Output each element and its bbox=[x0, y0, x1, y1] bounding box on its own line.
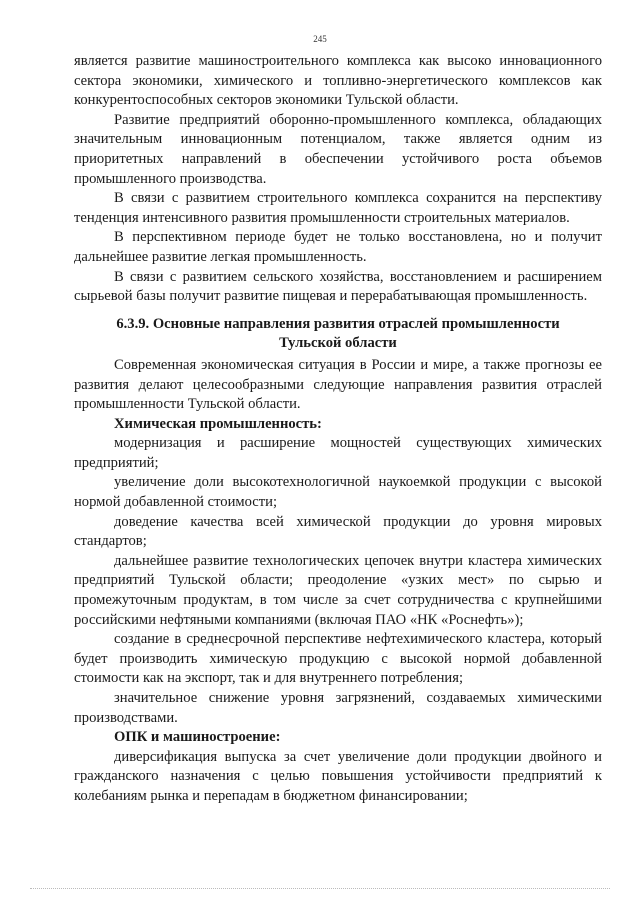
section-intro: Современная экономическая ситуация в России и мире, а также прогнозы ее развития делают целесообразными следующие направления развития отраслей промышленности Тульской области. bbox=[74, 356, 602, 413]
list-item: увеличение доли высокотехнологичной наукоемкой продукции с высокой нормой добавленной стоимости; bbox=[74, 474, 602, 511]
intro-paragraph: Развитие предприятий оборонно-промышленного комплекса, обладающих значительным инновационным потенциалом, также является одним из приоритетных направлений в обеспечении устойчивого роста объемов промышленного производства. bbox=[74, 111, 602, 187]
list-item: значительное снижение уровня загрязнений, создаваемых химическими производствами. bbox=[74, 690, 602, 726]
intro-paragraph: В связи с развитием строительного комплекса сохранится на перспективу тенденция интенсивного развития промышленности строительных материалов. bbox=[74, 190, 602, 226]
intro-paragraph: В связи с развитием сельского хозяйства, восстановлением и расширением сырьевой базы получит развитие пищевая и перерабатывающая промышленность. bbox=[74, 268, 602, 305]
intro-paragraph: В перспективном периоде будет не только восстановлена, но и получит дальнейшее развитие легкая промышленность. bbox=[74, 229, 602, 265]
list-item: модернизация и расширение мощностей существующих химических предприятий; bbox=[74, 435, 602, 471]
page-number: 245 bbox=[313, 34, 327, 44]
intro-paragraph: является развитие машиностроительного комплекса как высоко инновационного сектора экономики, химического и топливно-энергетического комплексов как конкурентоспособных секторов экономики Тульской области. bbox=[74, 53, 602, 109]
list-item: диверсификация выпуска за счет увеличение доли продукции двойного и гражданского назначения с целью повышения устойчивости предприятий к колебаниям рынка и перепадам в бюджетном финансировании; bbox=[74, 748, 602, 804]
list-item: дальнейшее развитие технологических цепочек внутри кластера химических предприятий Тульской области; преодоление «узких мест» по сырью и промежуточным продуктам, в том числе за счет сотрудничества с крупнейшими российскими нефтяными компаниями (включая ПАО «НК «Роснефть»); bbox=[74, 552, 602, 628]
page-content bbox=[74, 52, 602, 807]
section-heading: 6.3.9. Основные направления развития отраслей промышленности Тульской области bbox=[116, 315, 560, 352]
list-item: создание в среднесрочной перспективе нефтехимического кластера, который будет производить химическую продукцию с высокой нормой добавленной стоимости как на экспорт, так и для внутреннего потребления; bbox=[74, 631, 602, 687]
defense-industry-heading: ОПК и машиностроение: bbox=[114, 729, 281, 746]
chemical-industry-heading: Химическая промышленность: bbox=[114, 415, 322, 432]
scan-artifact-line bbox=[30, 888, 610, 891]
list-item: доведение качества всей химической продукции до уровня мировых стандартов; bbox=[74, 513, 602, 550]
